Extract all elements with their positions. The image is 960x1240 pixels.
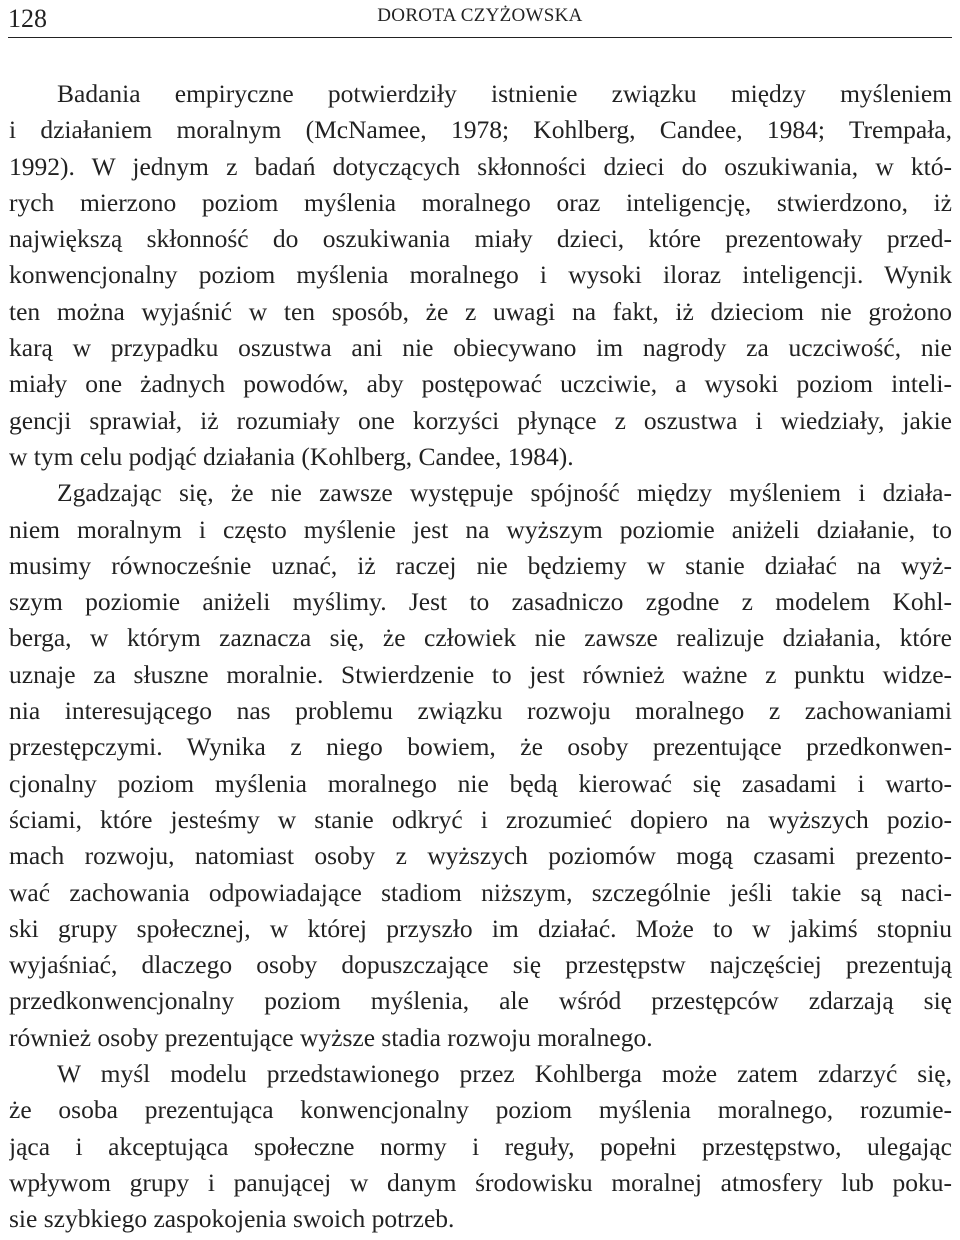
text-line: W myśl modelu przedstawionego przez Kohlberga może zatem zdarzyć się, [57, 1059, 952, 1089]
text-line: że osoba prezentująca konwencjonalny poziom myślenia moralnego, rozumie- [9, 1095, 952, 1125]
text-line: sie szybkiego zaspokojenia swoich potrzeb. [9, 1204, 455, 1234]
page-number: 128 [8, 4, 47, 33]
text-line: największą skłonność do oszukiwania miały dzieci, które prezentowały przed- [9, 224, 952, 254]
running-head-author: DOROTA CZYŻOWSKA [377, 5, 583, 26]
text-line: ściami, które jesteśmy w stanie odkryć i zrozumieć dopiero na wyższych pozio- [9, 804, 952, 834]
text-line: ten można wyjaśnić w ten sposób, że z uwagi na fakt, iż dzieciom nie grożono [9, 296, 952, 326]
text-line: 1992). W jednym z badań dotyczących skłonności dzieci do oszukiwania, w któ- [9, 151, 952, 181]
header-rule [8, 37, 952, 38]
text-line: wpływom grupy i panującej w danym środowisku moralnej atmosfery lub poku- [9, 1167, 952, 1197]
text-line: również osoby prezentujące wyższe stadia rozwoju moralnego. [9, 1022, 653, 1052]
text-line: cjonalny poziom myślenia moralnego nie będą kierować się zasadami i warto- [9, 768, 952, 798]
text-line: gencji sprawiał, iż rozumiały one korzyści płynące z oszustwa i wiedziały, jakie [9, 405, 952, 435]
text-line: musimy równocześnie uznać, iż raczej nie będziemy w stanie działać na wyż- [9, 550, 952, 580]
text-line: miały one żadnych powodów, aby postępować uczciwie, a wysoki poziom inteli- [9, 369, 952, 399]
body-text [9, 76, 952, 1238]
text-line: wać zachowania odpowiadające stadiom niższym, szczególnie jeśli takie są naci- [9, 877, 952, 907]
text-line: przedkonwencjonalny poziom myślenia, ale wśród przestępców zdarzają się [9, 986, 952, 1016]
text-line: uznaje za słuszne moralnie. Stwierdzenie to jest również ważne z punktu widze- [9, 659, 952, 689]
text-line: konwencjonalny poziom myślenia moralnego i wysoki iloraz inteligencji. Wynik [9, 260, 952, 290]
text-line: w tym celu podjąć działania (Kohlberg, Candee, 1984). [9, 441, 574, 471]
text-line: jąca i akceptująca społeczne normy i reguły, popełni przestępstwo, ulegając [9, 1131, 952, 1161]
text-line: ski grupy społecznej, w której przyszło im działać. Może to w jakimś stopniu [9, 913, 952, 943]
text-line: rych mierzono poziom myślenia moralnego oraz inteligencję, stwierdzono, iż [9, 187, 952, 217]
text-line: karą w przypadku oszustwa ani nie obiecywano im nagrody za uczciwość, nie [9, 333, 952, 363]
text-line: i działaniem moralnym (McNamee, 1978; Kohlberg, Candee, 1984; Trempała, [9, 115, 952, 145]
text-line: szym poziomie aniżeli myślimy. Jest to zasadniczo zgodne z modelem Kohl- [9, 587, 952, 617]
text-line: berga, w którym zaznacza się, że człowiek nie zawsze realizuje działania, które [9, 623, 952, 653]
text-line: nia interesującego nas problemu związku rozwoju moralnego z zachowaniami [9, 696, 952, 726]
text-line: mach rozwoju, natomiast osoby z wyższych poziomów mogą czasami prezento- [9, 841, 952, 871]
text-line: niem moralnym i często myślenie jest na wyższym poziomie aniżeli działanie, to [9, 514, 952, 544]
running-header [8, 0, 952, 36]
text-line: Badania empiryczne potwierdziły istnienie związku między myśleniem [57, 79, 952, 108]
text-line: Zgadzając się, że nie zawsze występuje spójność między myśleniem i działa- [57, 478, 952, 508]
text-line: wyjaśniać, dlaczego osoby dopuszczające się przestępstw najczęściej prezentują [9, 950, 952, 980]
text-line: przestępczymi. Wynika z niego bowiem, że osoby prezentujące przedkonwen- [9, 732, 952, 762]
